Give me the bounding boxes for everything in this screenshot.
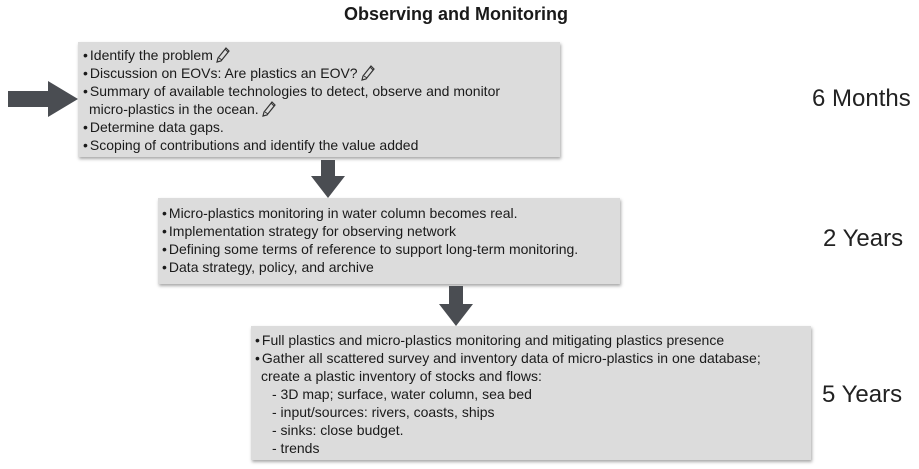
diagram-title: Observing and Monitoring (344, 4, 568, 24)
list-item-text: Implementation strategy for observing network (168, 223, 457, 239)
right-arrow-icon (8, 81, 80, 117)
pencil-icon (262, 101, 276, 117)
list-item (83, 46, 560, 64)
list-item-text: Full plastics and micro-plastics monitoring and mitigating plastics presence (261, 332, 725, 348)
duration-label: 6 Months (812, 85, 911, 112)
list-item-text: micro-plastics in the ocean. (89, 101, 259, 117)
list-item-text: Summary of available technologies to detect, observe and monitor (89, 83, 501, 99)
list-item (83, 82, 560, 100)
phase-box-2-years (158, 198, 620, 284)
phase-box-6-months (78, 42, 560, 157)
list-item (83, 118, 560, 136)
list-item (83, 136, 560, 154)
list-item (162, 222, 620, 240)
list-item-continuation (83, 100, 560, 118)
list-item-text: - input/sources: rivers, coasts, ships (272, 404, 495, 420)
pencil-icon (216, 47, 230, 63)
list-item-text: Discussion on EOVs: Are plastics an EOV? (89, 65, 358, 81)
list-item (255, 331, 811, 349)
list-item-text: - 3D map; surface, water column, sea bed (272, 386, 532, 402)
sub-list-item (255, 385, 811, 403)
duration-label: 5 Years (822, 381, 903, 408)
list-item (83, 64, 560, 82)
list-item-text: Gather all scattered survey and inventory data of micro-plastics in one database; (261, 350, 761, 366)
sub-list-item (255, 439, 811, 457)
list-item-text: - trends (272, 440, 320, 456)
phase-box-5-years (251, 326, 811, 460)
sub-list-item (255, 421, 811, 439)
list-item (255, 349, 811, 367)
list-item-text: Identify the problem (89, 47, 213, 63)
list-item-continuation (255, 367, 811, 385)
list-item-text: Defining some terms of reference to support long-term monitoring. (168, 241, 579, 257)
down-arrow-icon (311, 160, 345, 198)
list-item-text: Determine data gaps. (89, 119, 224, 135)
list-item-text: create a plastic inventory of stocks and flows: (261, 368, 542, 384)
list-item (162, 258, 620, 276)
pencil-icon (361, 65, 375, 81)
duration-label: 2 Years (823, 225, 904, 252)
list-item-text: - sinks: close budget. (272, 422, 404, 438)
list-item-text: Micro-plastics monitoring in water column becomes real. (168, 205, 518, 221)
list-item (162, 204, 620, 222)
list-item (162, 240, 620, 258)
list-item-text: Scoping of contributions and identify the value added (89, 137, 419, 153)
down-arrow-icon (439, 286, 473, 326)
list-item-text: Data strategy, policy, and archive (168, 259, 374, 275)
sub-list-item (255, 403, 811, 421)
